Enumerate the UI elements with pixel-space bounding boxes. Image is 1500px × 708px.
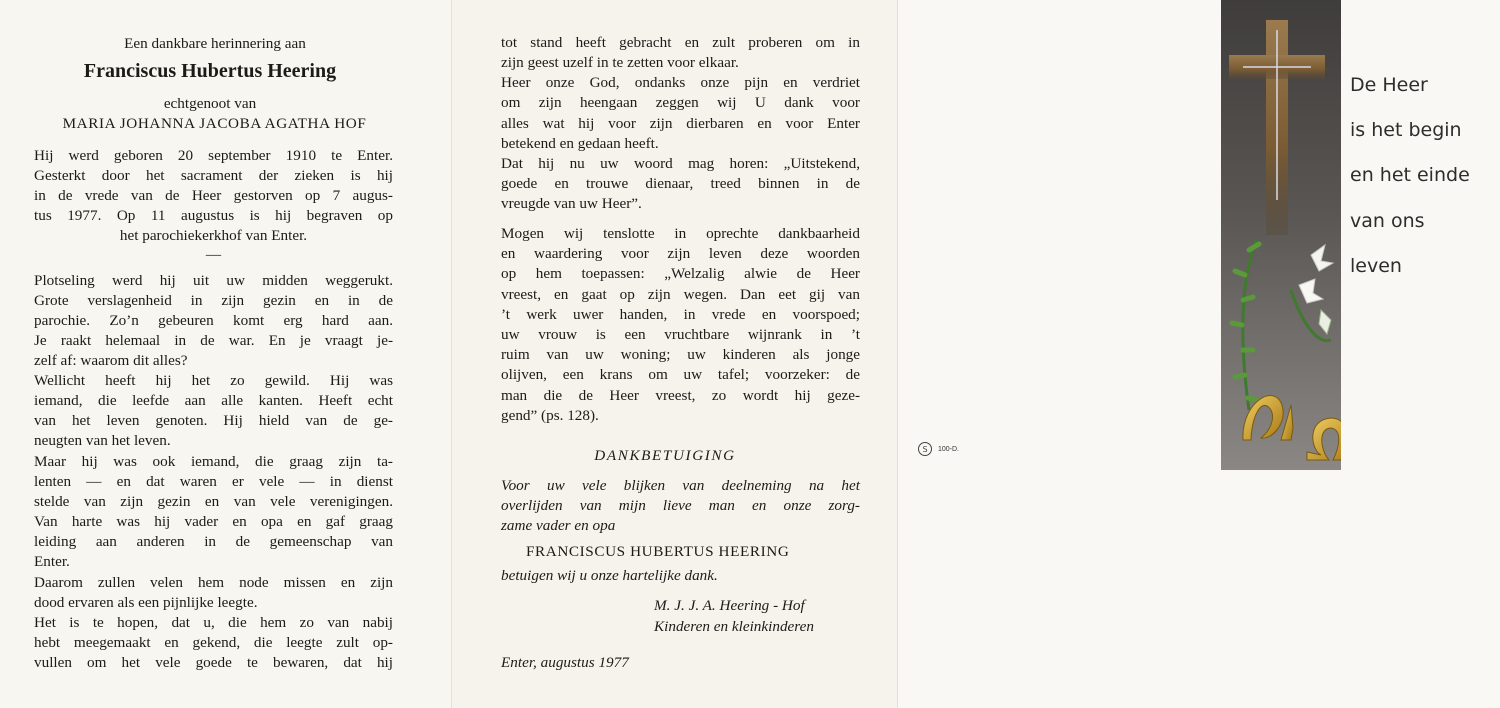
text-line: en waardering voor zijn leven deze woorden — [501, 245, 860, 262]
printer-code: 100-D. — [937, 445, 959, 453]
text-line: parochie. Zo’n gebeuren komt erg hard aan. — [34, 312, 393, 329]
poem-line: is het begin — [1350, 119, 1462, 141]
printer-logo-icon — [917, 441, 933, 457]
poem-line: van ons — [1350, 210, 1425, 232]
text-line: Hij werd geboren 20 september 1910 te Enter. — [34, 147, 393, 164]
text-line: Daarom zullen velen hem node missen en zijn — [34, 574, 393, 591]
text-line: Plotseling werd hij uit uw midden weggerukt. — [34, 272, 393, 289]
svg-text:S: S — [922, 445, 928, 454]
left-column — [0, 0, 452, 708]
text-line: lenten — en dat waren er vele — in dienst — [34, 473, 393, 490]
text-line: uw vrouw is een vruchtbare wijnrank in ’t — [501, 326, 860, 343]
divider-dash: — — [205, 246, 222, 263]
text-line: Wellicht heeft hij het zo gewild. Hij was — [34, 372, 393, 389]
text-line: zame vader en opa — [501, 517, 616, 534]
text-line: goede en trouwe dienaar, treed binnen in de — [501, 175, 860, 192]
text-line: van het leven genoten. Hij hield van de ge- — [34, 412, 393, 429]
place-date: Enter, augustus 1977 — [501, 654, 629, 671]
text-line: stelde van zijn gezin en van vele verenigingen. — [34, 493, 393, 510]
text-line: om zijn heengaan zeggen wij U dank voor — [501, 94, 860, 111]
text-line: Maar hij was ook iemand, die graag zijn ta- — [34, 453, 393, 470]
text-line: tot stand heeft gebracht en zult proberen om in — [501, 34, 860, 51]
text-line: overlijden van mijn lieve man en onze zorg- — [501, 497, 860, 514]
printer-mark — [917, 441, 959, 457]
text-line: Je raakt helemaal in de war. En je vraagt je- — [34, 332, 393, 349]
poem-line: leven — [1350, 255, 1402, 277]
text-line: ’t werk uwer handen, in vrede en voorspoed; — [501, 306, 860, 323]
text-line: man die de Heer vreest, zo wordt hij geze- — [501, 387, 860, 404]
text-line: hebt meegemaakt en gekend, die leegte zult op- — [34, 634, 393, 651]
text-line: Dat hij nu uw woord mag horen: „Uitstekend, — [501, 155, 860, 172]
signature-family: Kinderen en kleinkinderen — [654, 618, 814, 635]
text-line: in de vrede van de Heer gestorven op 7 augus- — [34, 187, 393, 204]
poem-line: en het einde — [1350, 164, 1470, 186]
text-line: neugten van het leven. — [34, 432, 171, 449]
text-line: vullen om het vele goede te bewaren, dat hij — [34, 654, 393, 671]
memorial-header: Een dankbare herinnering aan — [124, 35, 306, 52]
text-line: Het is te hopen, dat u, die hem zo van nabij — [34, 614, 393, 631]
thanks-name: FRANCISCUS HUBERTUS HEERING — [526, 543, 790, 560]
religious-illustration — [1221, 0, 1341, 470]
cover-panel — [898, 0, 1500, 708]
thanks-closing: betuigen wij u onze hartelijke dank. — [501, 567, 718, 584]
text-line: gend” (ps. 128). — [501, 407, 599, 424]
text-line: Enter. — [34, 553, 70, 570]
text-line: Heer onze God, ondanks onze pijn en verdriet — [501, 74, 860, 91]
text-line: op hem toepassen: „Welzalig alwie de Heer — [501, 265, 860, 282]
text-line: alles wat hij voor zijn dierbaren en voor Enter — [501, 115, 860, 132]
spouse-label: echtgenoot van — [163, 95, 257, 112]
text-line: olijven, een krans om uw tafel; voorzeker: de — [501, 366, 860, 383]
text-line: iemand, die leefde aan alle kanten. Heeft echt — [34, 392, 393, 409]
text-line: betekend en gedaan heeft. — [501, 135, 659, 152]
text-line: leiding aan anderen in de gemeenschap van — [34, 533, 393, 550]
poem-line: De Heer — [1350, 74, 1428, 96]
thanks-heading: DANKBETUIGING — [594, 447, 736, 464]
text-line: zelf af: waarom dit alles? — [34, 352, 188, 369]
middle-column — [452, 0, 898, 708]
text-line: het parochiekerkhof van Enter. — [119, 227, 308, 244]
text-line: ruim van uw woning; uw kinderen als jonge — [501, 346, 860, 363]
text-line: Voor uw vele blijken van deelneming na het — [501, 477, 860, 494]
deceased-name: Franciscus Hubertus Heering — [83, 60, 337, 82]
text-line: dood ervaren als een pijnlijke leegte. — [34, 594, 258, 611]
text-line: zijn geest uzelf in te zetten voor elkaar. — [501, 54, 739, 71]
text-line: tus 1977. Op 11 augustus is hij begraven op — [34, 207, 393, 224]
text-line: vreest, en gaat op zijn wegen. Dan eet gij van — [501, 286, 860, 303]
signature-names: M. J. J. A. Heering - Hof — [654, 597, 805, 614]
text-line: Gesterkt door het sacrament der zieken is hij — [34, 167, 393, 184]
spouse-name: MARIA JOHANNA JACOBA AGATHA HOF — [62, 115, 367, 132]
text-line: Grote verslagenheid in zijn gezin en in de — [34, 292, 393, 309]
text-line: Mogen wij tenslotte in oprechte dankbaarheid — [501, 225, 860, 242]
text-line: Van harte was hij vader en opa en gaf graag — [34, 513, 393, 530]
text-line: vreugde van uw Heer”. — [501, 195, 642, 212]
